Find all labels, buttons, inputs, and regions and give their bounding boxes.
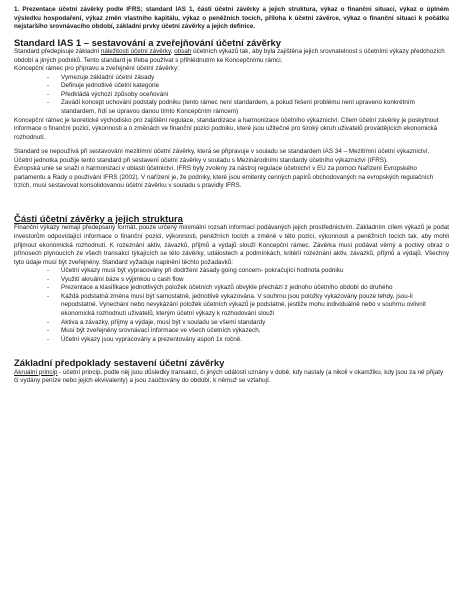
underlined-term: náležitosti účetní závěrky: [100, 48, 171, 56]
ias1-paragraph-1: [14, 48, 449, 65]
list-item: - Předkládá výchozí způsoby oceňování: [14, 91, 449, 100]
list-item: - Aktiva a závazky, příjmy a výdaje, musí být v souladu se všemi standardy: [14, 319, 449, 328]
accrual-paragraph: [14, 369, 449, 386]
list-item: - Využití akruální báze s výjimkou u cash flow: [14, 276, 449, 285]
underlined-term: obsah: [174, 48, 192, 56]
section-heading-assumptions: Základní předpoklady sestavení účetní závěrky: [14, 358, 225, 370]
list-item: - Účetní výkazy jsou vypracovány a prezentovány aspoň 1x ročně.: [14, 336, 449, 345]
requirements-list: [14, 267, 449, 344]
text-span: Standard předepisuje základní: [14, 48, 101, 56]
ias1-paragraph-3: Koncepční rámec je teoretické východisko pro zajištění regulace, standardizace a harmonizace účetního výkaznictví. Cílem účetní závěrky je poskytnout informace o finanční pozici, výkonnosti a o změnách ve finanční pozici podniku, které jsou užitečné pro široký okruh uživatelů provádějících ekonomická rozhodnutí.: [14, 116, 439, 141]
ias1-paragraph-5: Evropská unie se snaží o harmonizaci v oblasti účetnictví. IFRS byly zvoleny za nástroj regulace účetnictví v EU za pomoci Nařízení Evropského parlamentu a Rady o používání IFRS (2002). V nařízení je, že podniky, které jsou emitenty cenných papírů obchodovaných na evropských regulačních trzích, musí sestavovat konsolidovanou účetní závěrku v souladu s pravidly IFRS.: [14, 165, 434, 190]
list-item: - Musí být zveřejněny srovnávací informace ve všech účetních výkazech,: [14, 327, 449, 336]
section-heading-structure: Části účetní závěrky a jejich struktura: [14, 213, 183, 225]
underlined-term: Akruální princip: [14, 368, 58, 376]
list-item: - Zavádí koncept uchování podstaty podniku (tento rámec není standardem, a pokud řešení problému není upraveno konkrétním standardem, řídí se úpravou danou tímto Koncepčním rámcem): [14, 99, 449, 116]
ias1-paragraph-4: Standard se nepoužívá při sestavování mezitímní účetní závěrky, která se připravuje v souladu se standardem IAS 34 – Mezitímní účetní výkaznictví. Účetní jednotka použije tento standard při sestavení účetní závěrky v souladu s Mezinárodními standardy účetního výkaznictví (IFRS).: [14, 148, 430, 164]
list-item: - Vymezuje základní účetní zásady: [14, 74, 449, 83]
text-span: ,: [170, 48, 175, 56]
list-item: - Prezentace a klasifikace jednotlivých položek účetních výkazů obvykle přechází z jednoho účetního období do druhého: [14, 284, 449, 293]
list-item: - Každá podstatná změna musí být samostatně, jednotlivě vykazována. V souhrnu jsou položky vykazovány pouze tehdy, jsou-li nepodstatné. Vynechání nebo nevykázání položek účetních výkazů je podstatné, jestliže mohu individuálně nebo v souhrnu ovlivnit ekonomická rozhodnutí uživatelů, kterým účetní výkazy k rozhodování slouží: [14, 293, 449, 319]
text-span: účetních výkazů tak, aby byla zajištěna jejich srovnatelnost s účetními výkazy předchozích období a jiných podniků. Tento standard je třeba používat s přihlédnutím ke Koncepčnímu rámci.: [14, 48, 445, 64]
list-item: - Účetní výkazy musí být vypracovány při dodržení zásady going concern- pokračující hodnota podniku: [14, 267, 449, 276]
structure-paragraph: Finanční výkazy nemají předepsaný formát, pouze určený minimální rozsah informací podávaných jejich prostřednictvím. Základním cílem výkazů je podat investorům odpovídající informace o finanční pozici, výkonnosti, peněžních tocích a změně v této pozici, výkonnosti a peněžních tocích tak, aby mohli přijmout ekonomická rozhodnutí. K rozeznání aktiv, závazků, příjmů a výdajů slouží Koncepční rámec. Závěrka musí podávat věrný a poctivý obraz o přínosech plynoucích ze všech transakcí týkajících se této závěrky, událostech a podmínkách, kritérií rozeznání aktiv, závazků, příjmů a výdajů. Všechny tyto údaje musí být zveřejněny. Standard vyžaduje naplnění těchto požadavků:: [14, 224, 449, 266]
section-heading-ias1: Standard IAS 1 – sestavování a zveřejňování účetní závěrky: [14, 37, 281, 49]
text-span: - účetní princip, podle něj jsou důsledky transakcí, či jiných událostí uznány v době, kdy nastaly (a nikoli v okamžiku, kdy jsou za ně přijaty či vydány peníze nebo jejich ekvivalenty) a jsou zaúčtovány do období, k němuž se vztahují.: [14, 368, 444, 385]
framework-intro: Koncepční rámec pro přípravu a zveřejnění účetní závěrky:: [14, 65, 179, 73]
framework-list: [14, 74, 449, 117]
intro-heading: 1. Prezentace účetní závěrky podle IFRS; standard IAS 1, části účetní závěrky a jejich struktura, výkaz o finanční situaci, výkaz o úplném výsledku hospodaření, výkaz změn vlastního kapitálu, výkaz o peněžních tocích, příloha k účetní závěrce, výkaz o finanční situaci k počátku nejstaršího srovnávacího období, základní prvky účetní závěrky a jejich definice.: [14, 6, 449, 31]
list-item: - Definuje jednotlivé účetní kategorie: [14, 82, 449, 91]
